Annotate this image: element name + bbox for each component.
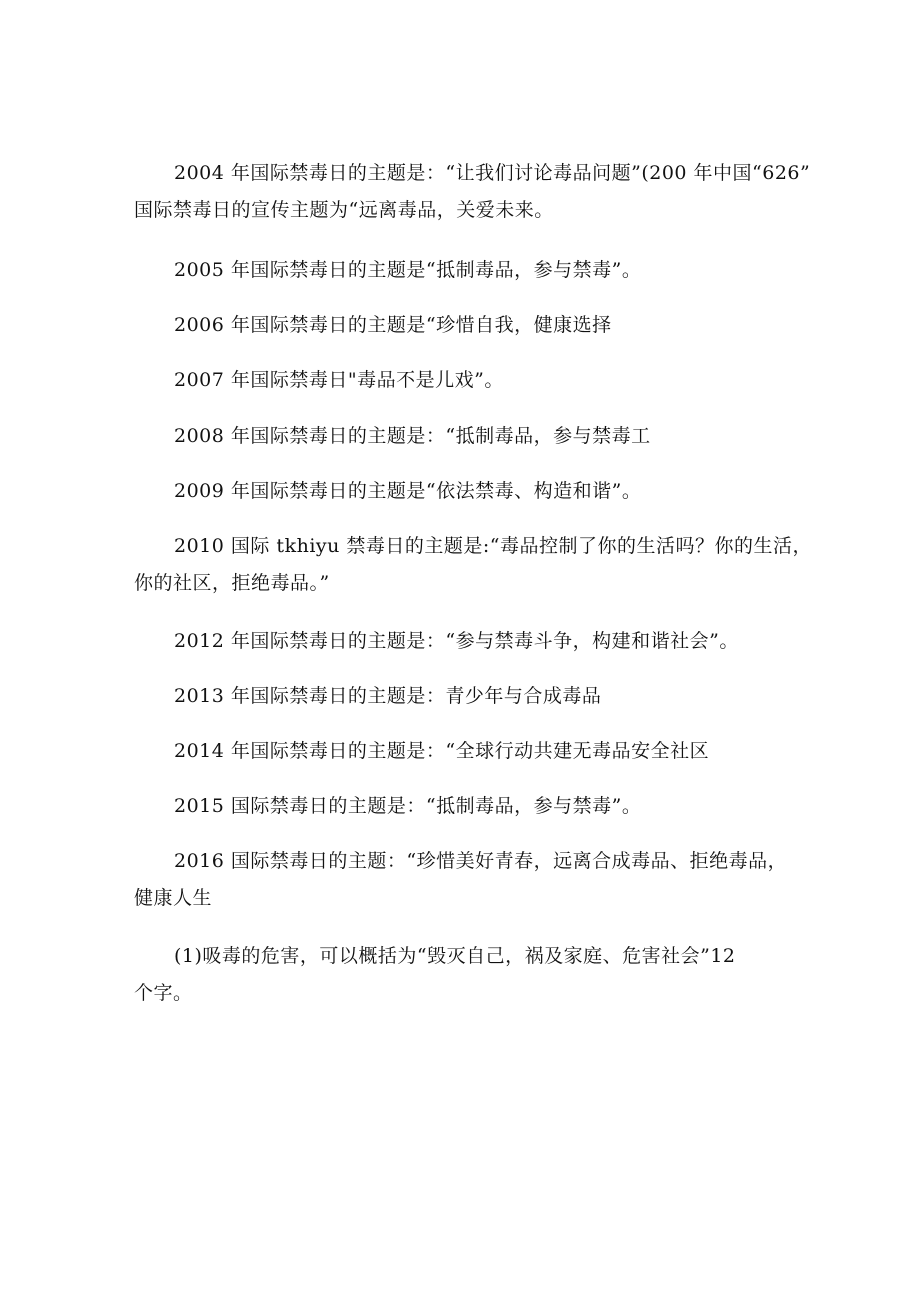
paragraph-2006 xyxy=(134,307,814,344)
paragraph-line: 2013 年国际禁毒日的主题是：青少年与合成毒品 xyxy=(174,685,602,707)
paragraph-2010 xyxy=(134,528,814,602)
paragraph-2016 xyxy=(134,843,814,917)
paragraph-line: 2016 国际禁毒日的主题：“珍惜美好青春，远离合成毒品、拒绝毒品， xyxy=(174,850,788,872)
paragraph-2007 xyxy=(134,362,814,399)
paragraph-line: 2005 年国际禁毒日的主题是“抵制毒品，参与禁毒”。 xyxy=(174,259,642,281)
paragraph-line: 2008 年国际禁毒日的主题是：“抵制毒品，参与禁毒工 xyxy=(174,425,651,447)
paragraph-2012 xyxy=(134,623,814,660)
paragraph-line: 国际禁毒日的宣传主题为“远离毒品，关爱未来。 xyxy=(134,199,554,221)
paragraph-line: (1)吸毒的危害，可以概括为“毁灭自己，祸及家庭、危害社会”12 xyxy=(174,945,736,967)
paragraph-line: 健康人生 xyxy=(134,887,213,909)
paragraph-2013 xyxy=(134,678,814,715)
paragraph-drug-harm xyxy=(134,938,814,1012)
paragraph-line: 2015 国际禁毒日的主题是：“抵制毒品，参与禁毒”。 xyxy=(174,795,642,817)
paragraph-line: 2006 年国际禁毒日的主题是“珍惜自我，健康选择 xyxy=(174,314,612,336)
paragraph-line: 2004 年国际禁毒日的主题是：“让我们讨论毒品问题”(200 年中国“626” xyxy=(174,162,811,184)
paragraph-line: 你的社区，拒绝毒品。” xyxy=(134,572,330,594)
paragraph-2004 xyxy=(134,155,814,229)
paragraph-line: 2010 国际 tkhiyu 禁毒日的主题是:“毒品控制了你的生活吗？你的生活， xyxy=(174,535,813,557)
paragraph-line: 2007 年国际禁毒日"毒品不是儿戏”。 xyxy=(174,369,504,391)
paragraph-2008 xyxy=(134,418,814,455)
paragraph-line: 2009 年国际禁毒日的主题是“依法禁毒、构造和谐”。 xyxy=(174,480,642,502)
paragraph-line: 2014 年国际禁毒日的主题是：“全球行动共建无毒品安全社区 xyxy=(174,740,710,762)
paragraph-line: 个字。 xyxy=(134,982,193,1004)
paragraph-2005 xyxy=(134,252,814,289)
paragraph-2009 xyxy=(134,473,814,510)
paragraph-2014 xyxy=(134,733,814,770)
paragraph-2015 xyxy=(134,788,814,825)
paragraph-line: 2012 年国际禁毒日的主题是：“参与禁毒斗争，构建和谐社会”。 xyxy=(174,630,739,652)
